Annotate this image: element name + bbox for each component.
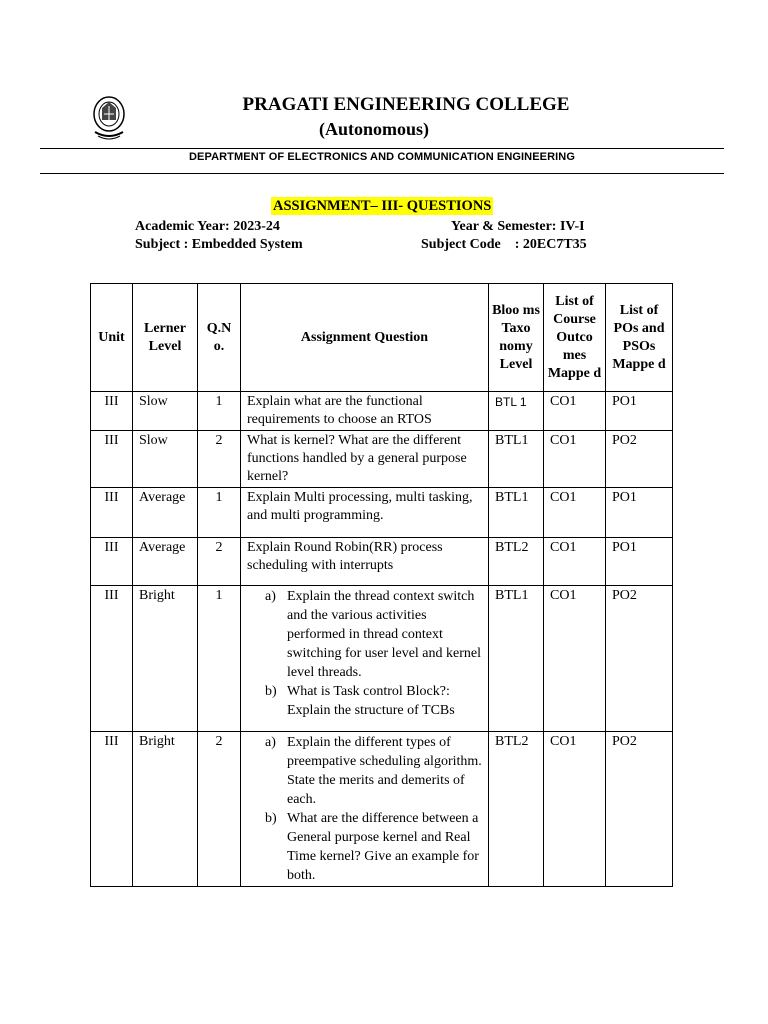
academic-year: Academic Year: 2023-24 [135, 219, 280, 234]
cell-btl: BTL2 [489, 732, 544, 887]
cell-po: PO2 [606, 586, 673, 732]
cell-po: PO2 [606, 431, 673, 488]
table-row [91, 392, 673, 431]
cell-level: Average [133, 538, 198, 586]
header-course-outcomes: List of Course Outco mes Mappe d [544, 284, 606, 392]
cell-question: Explain Round Robin(RR) process scheduling with interrupts [241, 538, 489, 586]
cell-unit: III [91, 392, 133, 431]
question-sub-list [241, 587, 482, 720]
list-item: b) What is Task control Block?: Explain the structure of TCBs [265, 684, 455, 718]
cell-level: Bright [133, 586, 198, 732]
college-subtitle: (Autonomous) [318, 119, 429, 139]
cell-question: What is kernel? What are the different functions handled by a general purpose kernel? [241, 431, 489, 488]
cell-level: Slow [133, 431, 198, 488]
table-row [91, 538, 673, 586]
header-qno: Q.N o. [198, 284, 241, 392]
cell-qno: 2 [198, 538, 241, 586]
cell-co: CO1 [544, 431, 606, 488]
cell-co: CO1 [544, 732, 606, 887]
cell-unit: III [91, 431, 133, 488]
cell-qno: 1 [198, 488, 241, 538]
list-item: a) Explain the different types of preempative scheduling algorithm. State the merits and demerits of each. [265, 735, 482, 807]
table-row [91, 586, 673, 732]
bottom-divider [40, 173, 724, 174]
list-item: b) What are the difference between a General purpose kernel and Real Time kernel? Give an example for both. [265, 811, 479, 883]
cell-qno: 2 [198, 732, 241, 887]
subject: Subject : Embedded System [135, 237, 303, 252]
table-row [91, 488, 673, 538]
cell-question: Explain Multi processing, multi tasking, and multi programming. [241, 488, 489, 538]
cell-level: Slow [133, 392, 198, 431]
table-row [91, 732, 673, 887]
subject-code: Subject Code : 20EC7T35 [421, 237, 587, 252]
department-name: DEPARTMENT OF ELECTRONICS AND COMMUNICATION ENGINEERING [188, 151, 575, 163]
table-header-row [91, 284, 673, 392]
cell-btl: BTL1 [489, 586, 544, 732]
header-unit: Unit [91, 284, 133, 392]
cell-po: PO1 [606, 488, 673, 538]
cell-level: Bright [133, 732, 198, 887]
college-name: PRAGATI ENGINEERING COLLEGE [242, 94, 570, 115]
cell-qno: 1 [198, 392, 241, 431]
assignment-title: ASSIGNMENT– III- QUESTIONS [273, 198, 492, 214]
cell-co: CO1 [544, 538, 606, 586]
cell-unit: III [91, 488, 133, 538]
cell-po: PO1 [606, 392, 673, 431]
assignment-table [90, 283, 673, 887]
cell-po: PO1 [606, 538, 673, 586]
top-divider [40, 148, 724, 149]
year-semester: Year & Semester: IV-I [451, 219, 585, 234]
table-row [91, 431, 673, 488]
cell-unit: III [91, 538, 133, 586]
cell-btl: BTL1 [489, 431, 544, 488]
header-learner-level: Lerner Level [133, 284, 198, 392]
cell-question: Explain what are the functional requirements to choose an RTOS [241, 392, 489, 431]
header-blooms: Bloo ms Taxo nomy Level [489, 284, 544, 392]
header-question: Assignment Question [241, 284, 489, 392]
header-pos: List of POs and PSOs Mappe d [606, 284, 673, 392]
cell-po: PO2 [606, 732, 673, 887]
cell-question [241, 586, 489, 732]
cell-unit: III [91, 732, 133, 887]
cell-co: CO1 [544, 392, 606, 431]
cell-btl: BTL 1 [489, 392, 544, 431]
cell-level: Average [133, 488, 198, 538]
cell-btl: BTL2 [489, 538, 544, 586]
cell-co: CO1 [544, 488, 606, 538]
cell-btl: BTL1 [489, 488, 544, 538]
cell-question [241, 732, 489, 887]
list-item: a) Explain the thread context switch and the various activities performed in thread context switching for user level and kernel level threads. [265, 589, 481, 680]
cell-co: CO1 [544, 586, 606, 732]
cell-qno: 1 [198, 586, 241, 732]
cell-qno: 2 [198, 431, 241, 488]
question-sub-list [241, 733, 482, 885]
cell-unit: III [91, 586, 133, 732]
